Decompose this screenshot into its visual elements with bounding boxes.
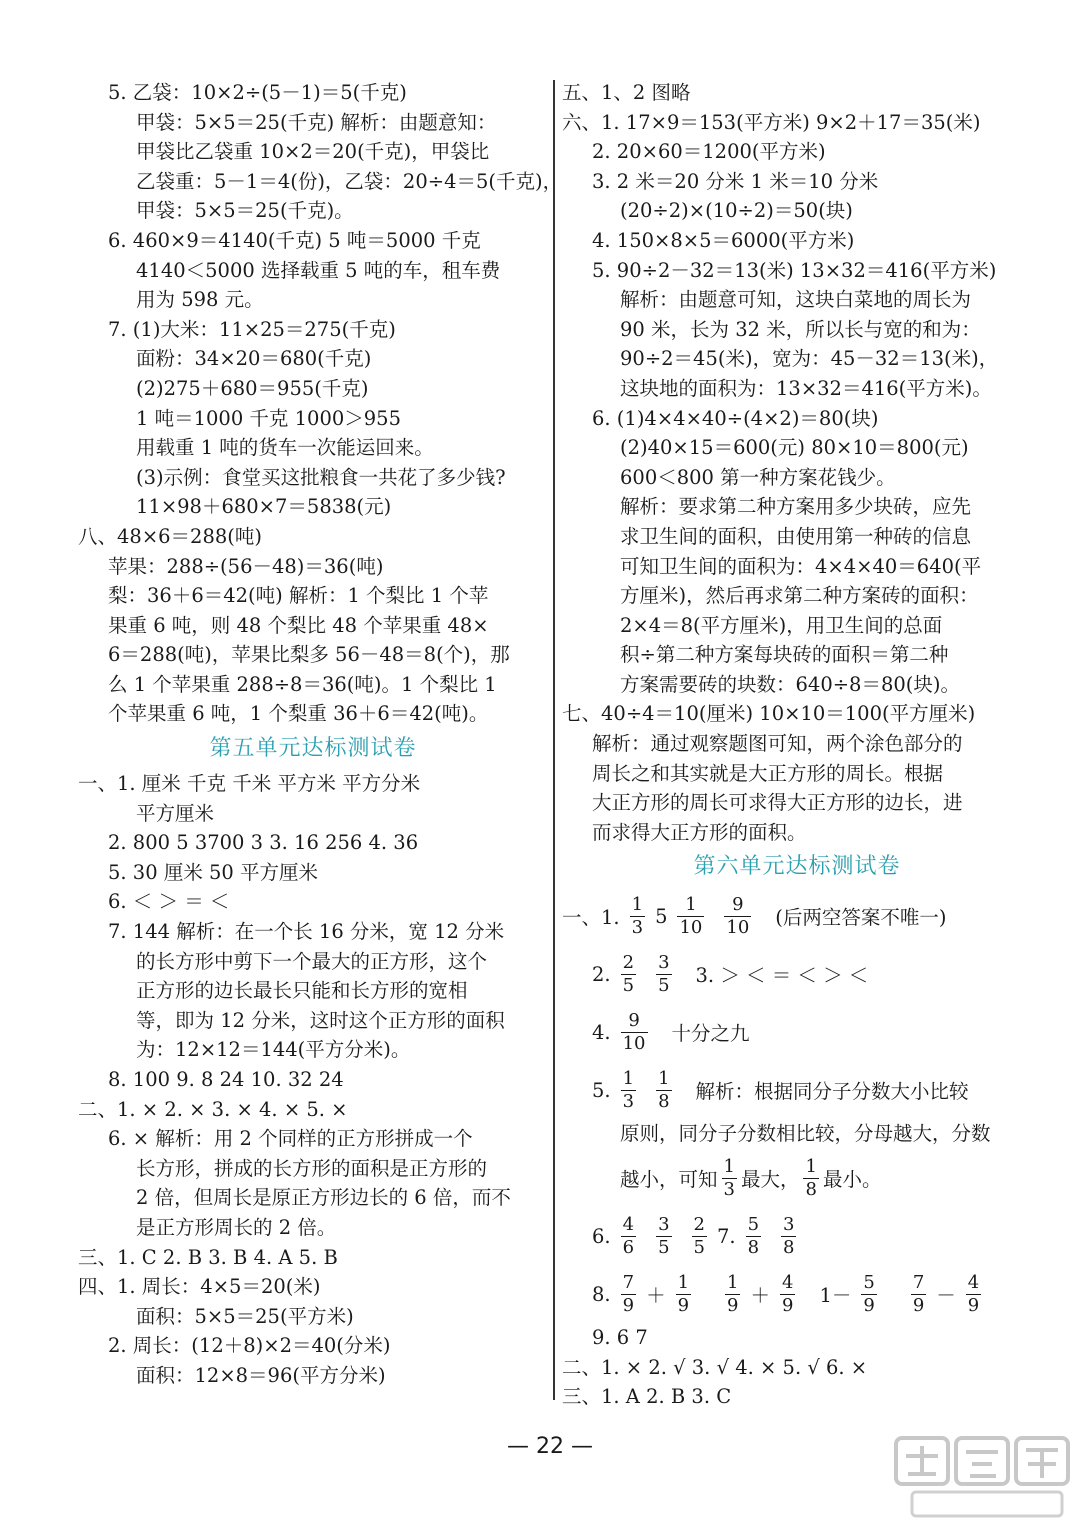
answer-line: 5. 90÷2－32＝13(米) 13×32＝416(平方米) — [592, 258, 997, 282]
answer-line: 正方形的边长最长只能和长方形的宽相 — [136, 979, 468, 1003]
analysis-text: 最大， — [740, 1168, 800, 1192]
answer-line: 用为 598 元。 — [136, 288, 264, 312]
answer-line: 5. 乙袋：10×2÷(5－1)＝5(千克) — [108, 81, 407, 104]
numerator: 1 — [685, 893, 697, 915]
answer-line: 6. 460×9＝4140(千克) 5 吨＝5000 千克 — [108, 228, 481, 252]
fraction — [621, 1068, 636, 1113]
fraction — [966, 1272, 981, 1317]
section-title-unit6: 第六单元达标测试卷 — [693, 854, 901, 880]
answer-line: 4140＜5000 选择载重 5 吨的车，租车费 — [136, 258, 501, 282]
answer-line: 2. 800 5 3700 3 3. 16 256 4. 36 — [108, 831, 419, 855]
answer-line: 么 1 个苹果重 288÷8＝36(吨)。1 个梨比 1 — [108, 672, 497, 696]
fraction — [746, 1214, 761, 1259]
numerator: 5 — [863, 1271, 875, 1293]
watermark-logo-icon — [892, 1434, 1072, 1520]
denominator: 8 — [783, 1236, 795, 1258]
page-number: — 22 — — [507, 1434, 593, 1459]
answer-line: 6. (1)4×4×40÷(4×2)＝80(块) — [592, 406, 879, 430]
answer-line: 甲袋：5×5＝25(千克) 解析：由题意知： — [136, 110, 497, 134]
answer-line: (3)示例：食堂买这批粮食一共花了多少钱? — [136, 465, 506, 489]
fraction — [692, 1214, 707, 1259]
answer-line: 二、1. × 2. × 3. × 4. × 5. × — [78, 1097, 348, 1121]
fraction — [781, 1214, 796, 1259]
fraction — [803, 1156, 818, 1201]
answer-line: 面粉：34×20＝680(千克) — [136, 347, 372, 371]
denominator: 5 — [658, 974, 670, 996]
answer-line: 大正方形的周长可求得大正方形的边长，进 — [592, 791, 963, 815]
analysis-line: 原则，同分子分数相比较，分母越大，分数 — [620, 1122, 991, 1146]
answer-line: 用载重 1 吨的货车一次能运回来。 — [136, 436, 434, 460]
answer-line: 2×4＝8(平方厘米)，用卫生间的总面 — [620, 613, 943, 637]
fraction — [677, 894, 704, 939]
frac-row-1 — [562, 887, 1032, 945]
right-answers-unit6-tail — [562, 1323, 1032, 1412]
numerator: 1 — [727, 1271, 739, 1293]
answer-note: (后两空答案不唯一) — [775, 906, 947, 930]
denominator: 9 — [967, 1294, 980, 1316]
answer-line: 2. 20×60＝1200(平方米) — [592, 140, 826, 164]
numerator: 1 — [631, 893, 644, 915]
answer-line: 2. 周长：(12＋8)×2＝40(分米) — [108, 1334, 391, 1358]
item-prefix: 5. — [592, 1078, 611, 1102]
fraction — [621, 1214, 636, 1259]
denominator: 6 — [622, 1236, 635, 1258]
operator: ＋ — [646, 1284, 666, 1308]
fraction — [621, 1272, 636, 1317]
right-column — [562, 78, 1032, 1412]
numerator: 7 — [912, 1271, 925, 1293]
analysis-text: 最小。 — [822, 1168, 882, 1192]
answer-line: 六、1. 17×9＝153(平方米) 9×2＋17＝35(米) — [562, 110, 981, 134]
numerator: 1 — [622, 1067, 635, 1089]
fraction — [724, 894, 751, 939]
answer-line: 求卫生间的面积，由使用第一种砖的信息 — [620, 524, 972, 548]
frac-row-2 — [562, 945, 1032, 1003]
item-prefix: 4. — [592, 1020, 611, 1044]
fraction — [621, 1010, 648, 1055]
answer-line: 的长方形中剪下一个最大的正方形，这个 — [136, 949, 488, 973]
answer-line: 甲袋：5×5＝25(千克)。 — [136, 199, 354, 223]
denominator: 10 — [726, 916, 750, 938]
denominator: 5 — [622, 974, 635, 996]
answer-line: 6＝288(吨)，苹果比梨多 56－48＝8(个)，那 — [108, 643, 510, 667]
answer-line: 平方厘米 — [136, 801, 215, 825]
answer-line: 四、1. 周长：4×5＝20(米) — [78, 1275, 321, 1299]
answer-line: 可知卫生间的面积为：4×4×40＝640(平 — [620, 554, 982, 578]
fraction — [656, 1214, 671, 1259]
answer-line: 而求得大正方形的面积。 — [592, 820, 807, 844]
denominator: 9 — [677, 1294, 690, 1316]
answer-line: 600＜800 第一种方案花钱少。 — [620, 465, 896, 489]
denominator: 3 — [723, 1178, 735, 1200]
answer-text: 3. ＞ ＜ ＝ ＜ ＞ ＜ — [695, 964, 869, 988]
answer-line: 方案需要砖的块数：640÷8＝80(块)。 — [620, 672, 960, 696]
numerator: 3 — [658, 1213, 670, 1235]
answer-line: 解析：由题意可知，这块白菜地的周长为 — [620, 288, 972, 312]
answer-line: 周长之和其实就是大正方形的周长。根据 — [592, 761, 944, 785]
numerator: 2 — [693, 1213, 705, 1235]
analysis-text: 越小，可知 — [620, 1168, 718, 1192]
operator: ＋ — [750, 1284, 770, 1308]
numerator: 2 — [622, 951, 635, 973]
frac-row-3 — [562, 1003, 1032, 1061]
fraction — [911, 1272, 926, 1317]
answer-line: 甲袋比乙袋重 10×2＝20(千克)，甲袋比 — [136, 140, 490, 164]
item-prefix: 一、1. — [562, 906, 620, 930]
column-divider — [553, 80, 555, 1400]
denominator: 3 — [631, 916, 644, 938]
numerator: 3 — [783, 1213, 795, 1235]
answer-line: 面积：5×5＝25(平方米) — [136, 1304, 354, 1328]
answer-line: 是正方形周长的 2 倍。 — [136, 1215, 337, 1239]
denominator: 8 — [805, 1178, 817, 1200]
answer-line: 三、1. C 2. B 3. B 4. A 5. B — [78, 1245, 338, 1269]
operator: － — [936, 1284, 956, 1308]
answer-line: 乙袋重：5－1＝4(份)，乙袋：20÷4＝5(千克)， — [136, 169, 563, 193]
numerator: 9 — [628, 1009, 640, 1031]
denominator: 10 — [622, 1032, 646, 1054]
denominator: 9 — [782, 1294, 794, 1316]
denominator: 9 — [863, 1294, 875, 1316]
fraction — [630, 894, 645, 939]
numerator: 1 — [805, 1155, 817, 1177]
answer-text: 5 — [655, 904, 668, 928]
frac-row-4 — [562, 1061, 1032, 1119]
fraction — [621, 952, 636, 997]
denominator: 9 — [727, 1294, 739, 1316]
denominator: 10 — [679, 916, 703, 938]
operator: 1－ — [819, 1284, 852, 1308]
fraction — [861, 1272, 876, 1317]
numerator: 4 — [782, 1271, 794, 1293]
answer-line: 二、1. × 2. √ 3. √ 4. × 5. √ 6. × — [562, 1355, 868, 1379]
frac-row-6 — [562, 1207, 1032, 1265]
answer-line: 长方形，拼成的长方形的面积是正方形的 — [136, 1156, 488, 1180]
left-column — [78, 78, 563, 1391]
answer-line: 为：12×12＝144(平方分米)。 — [136, 1038, 411, 1062]
item-prefix: 2. — [592, 962, 611, 986]
item-prefix: 6. — [592, 1224, 611, 1248]
answer-line: 解析：要求第二种方案用多少块砖，应先 — [620, 495, 972, 519]
answer-line: 90÷2＝45(米)，宽为：45－32＝13(米)， — [620, 347, 999, 371]
denominator: 9 — [622, 1294, 635, 1316]
denominator: 5 — [658, 1236, 670, 1258]
numerator: 4 — [967, 1271, 980, 1293]
answer-line: 苹果：288÷(56－48)＝36(吨) — [108, 554, 384, 578]
answer-line: 等，即为 12 分米，这时这个正方形的面积 — [136, 1008, 505, 1032]
answer-line: 果重 6 吨，则 48 个梨比 48 个苹果重 48× — [108, 613, 489, 637]
answer-line: 积÷第二种方案每块砖的面积＝第二种 — [620, 643, 949, 667]
fraction — [780, 1272, 795, 1317]
fraction — [725, 1272, 740, 1317]
answer-line: 3. 2 米＝20 分米 1 米＝10 分米 — [592, 169, 879, 193]
fraction — [656, 952, 671, 997]
numerator: 7 — [622, 1271, 635, 1293]
answer-line: 7. (1)大米：11×25＝275(千克) — [108, 317, 396, 341]
answer-line: 8. 100 9. 8 24 10. 32 24 — [108, 1068, 344, 1091]
answer-line: 9. 6 7 — [592, 1326, 648, 1350]
denominator: 8 — [747, 1236, 760, 1258]
numerator: 5 — [747, 1213, 760, 1235]
answer-line: 个苹果重 6 吨，1 个梨重 36＋6＝42(吨)。 — [108, 702, 489, 726]
item-prefix: 7. — [716, 1224, 736, 1248]
answer-line: 90 米，长为 32 米，所以长与宽的和为： — [620, 317, 981, 341]
answer-line: 1 吨＝1000 千克 1000＞955 — [136, 406, 401, 430]
answer-text: 十分之九 — [671, 1022, 750, 1046]
answer-line: 方厘米)，然后再求第二种方案砖的面积： — [620, 584, 979, 608]
answer-line: 7. 144 解析：在一个长 16 分米，宽 12 分米 — [108, 920, 505, 944]
right-answers-unit5 — [562, 78, 1032, 847]
section-title-unit5: 第五单元达标测试卷 — [209, 736, 417, 762]
frac-row-4-line3 — [562, 1149, 1032, 1207]
answer-line: (20÷2)×(10÷2)＝50(块) — [620, 199, 853, 223]
denominator: 3 — [622, 1090, 635, 1112]
fraction — [722, 1156, 737, 1201]
frac-row-8 — [562, 1265, 1032, 1323]
answer-line: (2)40×15＝600(元) 80×10＝800(元) — [620, 436, 969, 460]
numerator: 4 — [622, 1213, 635, 1235]
answer-line: 2 倍，但周长是原正方形边长的 6 倍，而不 — [136, 1186, 511, 1210]
fraction — [676, 1272, 691, 1317]
denominator: 8 — [658, 1090, 670, 1112]
answer-line: 三、1. A 2. B 3. C — [562, 1385, 732, 1409]
answer-line: 一、1. 厘米 千克 千米 平方米 平方分米 — [78, 772, 421, 796]
answer-line: 七、40÷4＝10(厘米) 10×10＝100(平方厘米) — [562, 702, 976, 726]
answer-line: 这块地的面积为：13×32＝416(平方米)。 — [620, 376, 992, 400]
answer-line: 6. ＜ ＞ ＝ ＜ — [108, 890, 230, 914]
numerator: 1 — [723, 1155, 735, 1177]
left-answers-unit4 — [78, 78, 563, 729]
numerator: 9 — [732, 893, 744, 915]
answer-line: 八、48×6＝288(吨) — [78, 524, 262, 548]
answer-line: 梨：36＋6＝42(吨) 解析：1 个梨比 1 个苹 — [108, 584, 489, 608]
answer-line: (2)275＋680＝955(千克) — [136, 376, 369, 400]
answer-line: 解析：通过观察题图可知，两个涂色部分的 — [592, 732, 963, 756]
answer-line: 4. 150×8×5＝6000(平方米) — [592, 228, 855, 252]
numerator: 1 — [658, 1067, 670, 1089]
answer-line: 11×98＋680×7＝5838(元) — [136, 495, 392, 519]
denominator: 5 — [693, 1236, 705, 1258]
left-answers-unit5 — [78, 769, 548, 1390]
answer-line: 五、1、2 图略 — [562, 81, 691, 104]
answer-line: 5. 30 厘米 50 平方厘米 — [108, 860, 319, 884]
numerator: 1 — [677, 1271, 690, 1293]
fraction — [656, 1068, 671, 1113]
answer-line: 6. × 解析：用 2 个同样的正方形拼成一个 — [108, 1127, 473, 1151]
analysis-text: 解析：根据同分子分数大小比较 — [695, 1080, 969, 1104]
numerator: 3 — [658, 951, 670, 973]
item-prefix: 8. — [592, 1282, 611, 1306]
answer-line: 面积：12×8＝96(平方分米) — [136, 1363, 386, 1387]
denominator: 9 — [912, 1294, 925, 1316]
